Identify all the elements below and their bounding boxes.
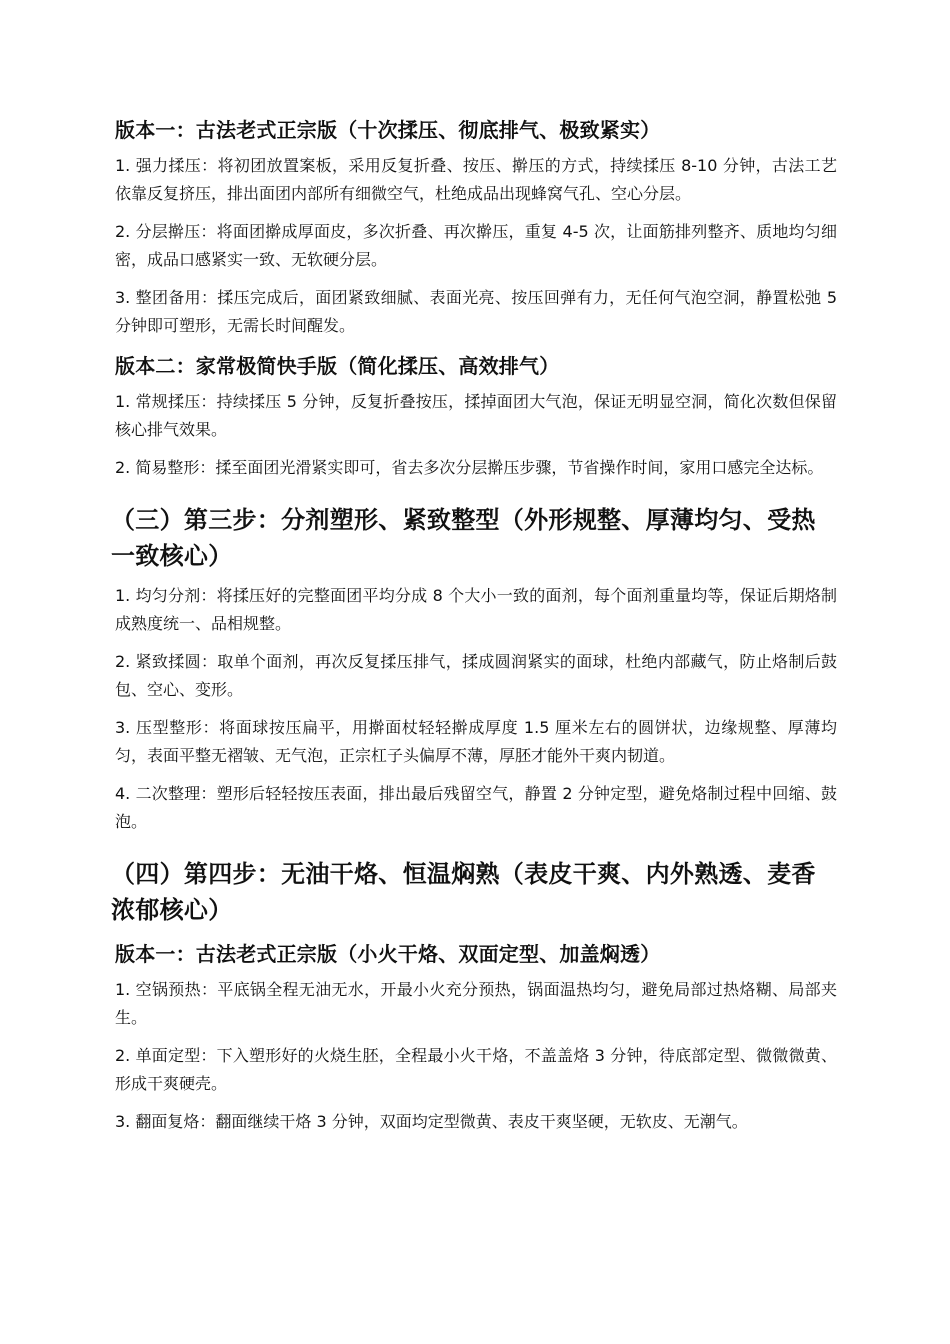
paragraph: 2. 紧致揉圆：取单个面剂，再次反复揉压排气，揉成圆润紧实的面球，杜绝内部藏气，防止烙制后鼓包、空心、变形。	[115, 652, 837, 699]
section-heading: 版本二：家常极简快手版（简化揉压、高效排气）	[115, 354, 560, 378]
section-heading: 版本一：古法老式正宗版（小火干烙、双面定型、加盖焖透）	[115, 942, 661, 966]
paragraph: 3. 翻面复烙：翻面继续干烙 3 分钟，双面均定型微黄、表皮干爽坚硬，无软皮、无潮气。	[115, 1112, 748, 1131]
paragraph: 3. 整团备用：揉压完成后，面团紧致细腻、表面光亮、按压回弹有力，无任何气泡空洞，静置松弛 5 分钟即可塑形，无需长时间醒发。	[115, 288, 837, 335]
paragraph: 2. 单面定型：下入塑形好的火烧生胚，全程最小火干烙，不盖盖烙 3 分钟，待底部定型、微微微黄、形成干爽硬壳。	[115, 1046, 837, 1093]
paragraph: 2. 分层擀压：将面团擀成厚面皮，多次折叠、再次擀压，重复 4-5 次，让面筋排列整齐、质地均匀细密，成品口感紧实一致、无软硬分层。	[115, 222, 837, 269]
paragraph: 3. 压型整形：将面球按压扁平，用擀面杖轻轻擀成厚度 1.5 厘米左右的圆饼状，边缘规整、厚薄均匀，表面平整无褶皱、无气泡，正宗杠子头偏厚不薄，厚胚才能外干爽内韧道。	[115, 718, 837, 765]
paragraph: 4. 二次整理：塑形后轻轻按压表面，排出最后残留空气，静置 2 分钟定型，避免烙制过程中回缩、鼓泡。	[115, 784, 837, 831]
paragraph: 1. 空锅预热：平底锅全程无油无水，开最小火充分预热，锅面温热均匀，避免局部过热烙糊、局部夹生。	[115, 980, 837, 1027]
document-page	[111, 112, 837, 1146]
paragraph: 1. 均匀分剂：将揉压好的完整面团平均分成 8 个大小一致的面剂，每个面剂重量均等，保证后期烙制成熟度统一、品相规整。	[115, 586, 837, 633]
chapter-heading: （三）第三步：分剂塑形、紧致整型（外形规整、厚薄均匀、受热一致核心）	[111, 506, 816, 570]
paragraph: 1. 常规揉压：持续揉压 5 分钟，反复折叠按压，揉掉面团大气泡，保证无明显空洞，简化次数但保留核心排气效果。	[115, 392, 837, 439]
paragraph: 1. 强力揉压：将初团放置案板，采用反复折叠、按压、擀压的方式，持续揉压 8-10 分钟，古法工艺依靠反复挤压，排出面团内部所有细微空气，杜绝成品出现蜂窝气孔、空心分层。	[115, 156, 837, 203]
section-heading: 版本一：古法老式正宗版（十次揉压、彻底排气、极致紧实）	[115, 118, 661, 142]
paragraph: 2. 简易整形：揉至面团光滑紧实即可，省去多次分层擀压步骤，节省操作时间，家用口感完全达标。	[115, 458, 824, 477]
chapter-heading: （四）第四步：无油干烙、恒温焖熟（表皮干爽、内外熟透、麦香浓郁核心）	[111, 860, 816, 924]
